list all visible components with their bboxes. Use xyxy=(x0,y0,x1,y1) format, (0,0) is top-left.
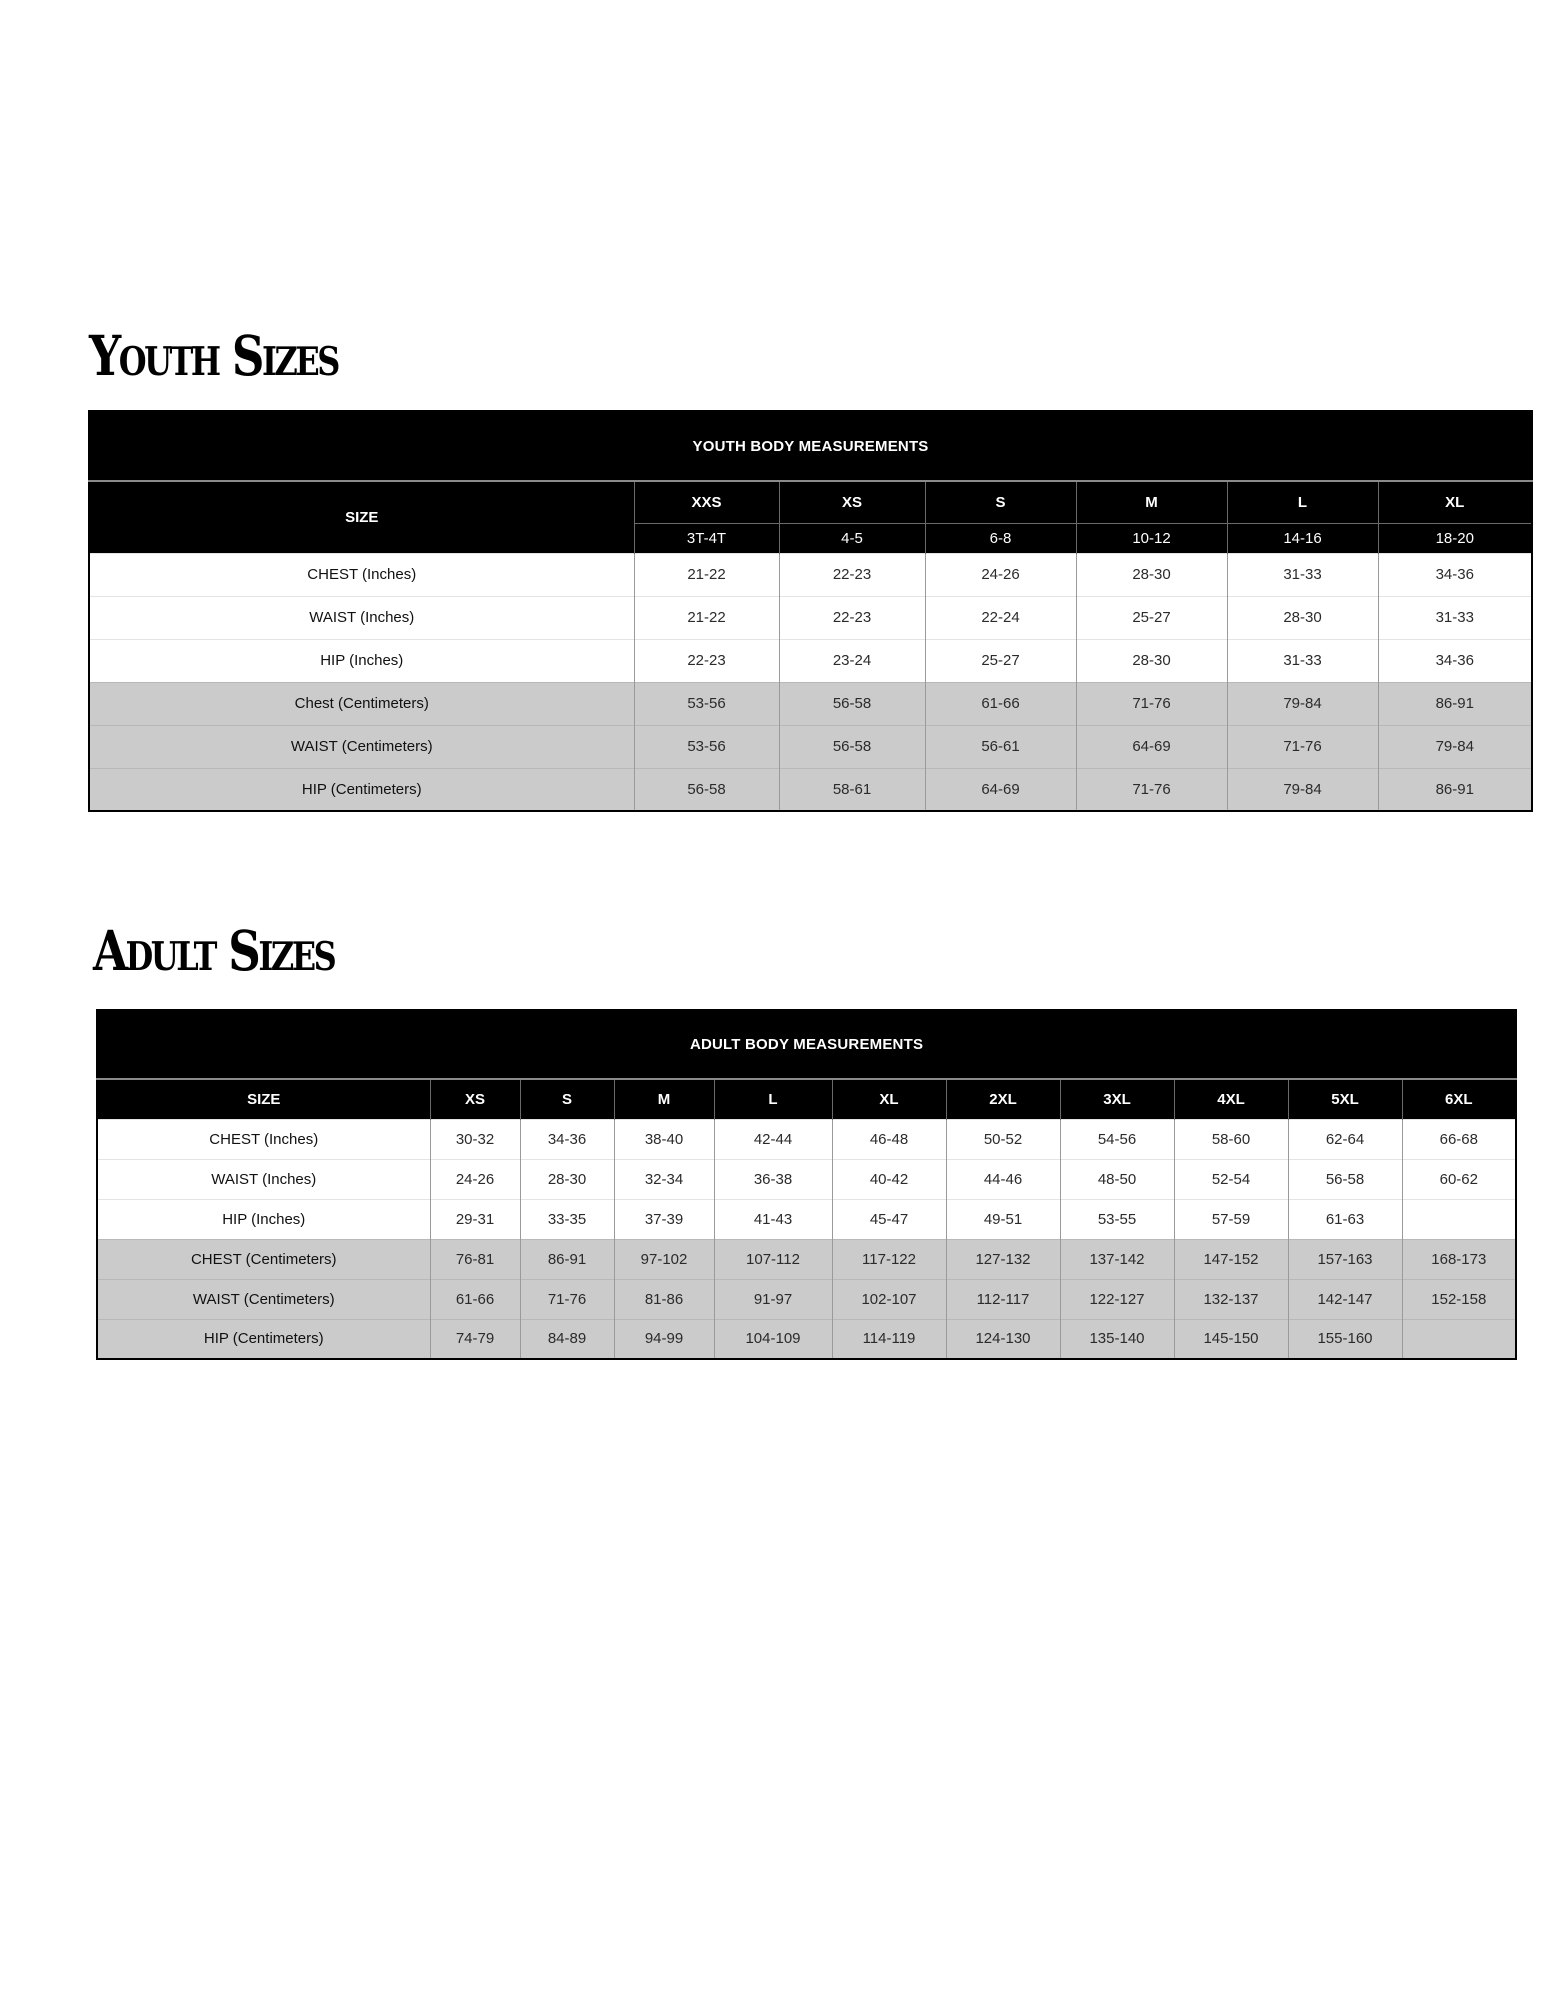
adult-measurement-row xyxy=(97,1119,1516,1159)
measurement-cell xyxy=(1402,1319,1516,1359)
youth-measurement-row xyxy=(89,682,1532,725)
measurement-cell: 122-127 xyxy=(1060,1279,1174,1319)
adult-measurement-row xyxy=(97,1319,1516,1359)
measurement-label: Chest (Centimeters) xyxy=(89,682,634,725)
measurement-cell: 64-69 xyxy=(1076,725,1227,768)
adult-measurement-row xyxy=(97,1279,1516,1319)
measurement-cell: 56-58 xyxy=(779,725,925,768)
adult-measurement-row xyxy=(97,1199,1516,1239)
measurement-cell: 29-31 xyxy=(430,1199,520,1239)
youth-measurement-row xyxy=(89,725,1532,768)
measurement-cell: 62-64 xyxy=(1288,1119,1402,1159)
youth-size-header-row xyxy=(89,481,1532,523)
measurement-cell: 86-91 xyxy=(1378,768,1532,811)
measurement-cell: 36-38 xyxy=(714,1159,832,1199)
youth-sizes-title: Youth Sizes xyxy=(89,323,338,388)
measurement-cell: 104-109 xyxy=(714,1319,832,1359)
youth-size-header: L xyxy=(1227,481,1378,523)
measurement-cell: 53-55 xyxy=(1060,1199,1174,1239)
youth-measurement-row xyxy=(89,639,1532,682)
youth-measurement-row xyxy=(89,553,1532,596)
measurement-cell: 56-61 xyxy=(925,725,1076,768)
measurement-cell: 86-91 xyxy=(520,1239,614,1279)
youth-size-header: S xyxy=(925,481,1076,523)
measurement-cell: 71-76 xyxy=(1227,725,1378,768)
measurement-cell: 117-122 xyxy=(832,1239,946,1279)
youth-size-header: XL xyxy=(1378,481,1532,523)
measurement-cell: 41-43 xyxy=(714,1199,832,1239)
measurement-cell: 30-32 xyxy=(430,1119,520,1159)
measurement-cell: 22-23 xyxy=(779,553,925,596)
measurement-cell: 54-56 xyxy=(1060,1119,1174,1159)
measurement-cell: 25-27 xyxy=(1076,596,1227,639)
adult-size-header: M xyxy=(614,1079,714,1119)
measurement-cell: 38-40 xyxy=(614,1119,714,1159)
measurement-cell: 66-68 xyxy=(1402,1119,1516,1159)
measurement-cell: 58-61 xyxy=(779,768,925,811)
youth-size-label: SIZE xyxy=(89,481,634,553)
youth-age-range: 6-8 xyxy=(925,523,1076,553)
measurement-cell: 84-89 xyxy=(520,1319,614,1359)
adult-size-header: L xyxy=(714,1079,832,1119)
measurement-label: WAIST (Centimeters) xyxy=(89,725,634,768)
measurement-cell: 86-91 xyxy=(1378,682,1532,725)
measurement-cell: 24-26 xyxy=(430,1159,520,1199)
measurement-cell: 28-30 xyxy=(520,1159,614,1199)
measurement-cell: 71-76 xyxy=(520,1279,614,1319)
adult-size-header-row xyxy=(97,1079,1516,1119)
measurement-label: WAIST (Inches) xyxy=(89,596,634,639)
youth-size-header: XS xyxy=(779,481,925,523)
measurement-cell: 94-99 xyxy=(614,1319,714,1359)
measurement-cell: 31-33 xyxy=(1227,639,1378,682)
measurement-cell: 152-158 xyxy=(1402,1279,1516,1319)
measurement-cell: 33-35 xyxy=(520,1199,614,1239)
adult-measurement-row xyxy=(97,1159,1516,1199)
measurement-cell: 34-36 xyxy=(1378,553,1532,596)
measurement-cell: 42-44 xyxy=(714,1119,832,1159)
measurement-cell: 21-22 xyxy=(634,596,779,639)
measurement-cell: 147-152 xyxy=(1174,1239,1288,1279)
measurement-cell: 49-51 xyxy=(946,1199,1060,1239)
measurement-cell: 22-23 xyxy=(779,596,925,639)
youth-age-range: 18-20 xyxy=(1378,523,1532,553)
youth-age-range: 14-16 xyxy=(1227,523,1378,553)
adult-size-header: 3XL xyxy=(1060,1079,1174,1119)
measurement-cell: 28-30 xyxy=(1076,553,1227,596)
measurement-cell: 46-48 xyxy=(832,1119,946,1159)
measurement-cell: 53-56 xyxy=(634,682,779,725)
measurement-label: CHEST (Centimeters) xyxy=(97,1239,430,1279)
measurement-label: HIP (Centimeters) xyxy=(97,1319,430,1359)
measurement-cell: 91-97 xyxy=(714,1279,832,1319)
measurement-cell: 48-50 xyxy=(1060,1159,1174,1199)
adult-size-header: 6XL xyxy=(1402,1079,1516,1119)
measurement-cell: 21-22 xyxy=(634,553,779,596)
measurement-label: WAIST (Centimeters) xyxy=(97,1279,430,1319)
measurement-cell: 97-102 xyxy=(614,1239,714,1279)
adult-size-label: SIZE xyxy=(97,1079,430,1119)
measurement-cell: 34-36 xyxy=(1378,639,1532,682)
measurement-cell: 40-42 xyxy=(832,1159,946,1199)
measurement-cell: 74-79 xyxy=(430,1319,520,1359)
measurement-cell: 34-36 xyxy=(520,1119,614,1159)
measurement-cell: 132-137 xyxy=(1174,1279,1288,1319)
measurement-cell: 23-24 xyxy=(779,639,925,682)
measurement-label: HIP (Inches) xyxy=(97,1199,430,1239)
measurement-cell: 142-147 xyxy=(1288,1279,1402,1319)
measurement-cell: 137-142 xyxy=(1060,1239,1174,1279)
measurement-label: HIP (Centimeters) xyxy=(89,768,634,811)
youth-age-range: 4-5 xyxy=(779,523,925,553)
youth-size-table xyxy=(88,410,1533,812)
adult-table-body xyxy=(97,1119,1516,1359)
measurement-cell: 168-173 xyxy=(1402,1239,1516,1279)
measurement-cell: 56-58 xyxy=(1288,1159,1402,1199)
measurement-cell: 79-84 xyxy=(1378,725,1532,768)
measurement-cell: 37-39 xyxy=(614,1199,714,1239)
measurement-label: HIP (Inches) xyxy=(89,639,634,682)
measurement-cell: 112-117 xyxy=(946,1279,1060,1319)
measurement-cell: 114-119 xyxy=(832,1319,946,1359)
measurement-cell: 71-76 xyxy=(1076,682,1227,725)
adult-size-header: XL xyxy=(832,1079,946,1119)
measurement-cell: 44-46 xyxy=(946,1159,1060,1199)
measurement-cell: 64-69 xyxy=(925,768,1076,811)
measurement-label: CHEST (Inches) xyxy=(89,553,634,596)
measurement-cell: 145-150 xyxy=(1174,1319,1288,1359)
measurement-cell: 28-30 xyxy=(1076,639,1227,682)
youth-table-body xyxy=(89,553,1532,811)
measurement-cell: 157-163 xyxy=(1288,1239,1402,1279)
measurement-cell: 56-58 xyxy=(634,768,779,811)
adult-size-header: 5XL xyxy=(1288,1079,1402,1119)
measurement-cell: 31-33 xyxy=(1378,596,1532,639)
adult-sizes-title: Adult Sizes xyxy=(93,918,335,983)
youth-measurement-row xyxy=(89,768,1532,811)
measurement-cell: 81-86 xyxy=(614,1279,714,1319)
youth-age-range: 10-12 xyxy=(1076,523,1227,553)
measurement-cell xyxy=(1402,1199,1516,1239)
youth-age-range: 3T-4T xyxy=(634,523,779,553)
measurement-cell: 124-130 xyxy=(946,1319,1060,1359)
adult-size-header: S xyxy=(520,1079,614,1119)
adult-size-table xyxy=(96,1009,1517,1360)
measurement-cell: 52-54 xyxy=(1174,1159,1288,1199)
adult-size-header: 2XL xyxy=(946,1079,1060,1119)
adult-table-title: ADULT BODY MEASUREMENTS xyxy=(97,1010,1516,1079)
youth-size-header: XXS xyxy=(634,481,779,523)
measurement-cell: 71-76 xyxy=(1076,768,1227,811)
measurement-cell: 79-84 xyxy=(1227,768,1378,811)
measurement-cell: 56-58 xyxy=(779,682,925,725)
youth-table-title: YOUTH BODY MEASUREMENTS xyxy=(89,411,1532,481)
measurement-cell: 28-30 xyxy=(1227,596,1378,639)
measurement-cell: 22-23 xyxy=(634,639,779,682)
adult-size-header: XS xyxy=(430,1079,520,1119)
adult-measurement-row xyxy=(97,1239,1516,1279)
youth-table-banner xyxy=(89,411,1532,481)
measurement-cell: 22-24 xyxy=(925,596,1076,639)
youth-measurement-row xyxy=(89,596,1532,639)
measurement-label: CHEST (Inches) xyxy=(97,1119,430,1159)
measurement-cell: 61-63 xyxy=(1288,1199,1402,1239)
measurement-cell: 102-107 xyxy=(832,1279,946,1319)
measurement-cell: 32-34 xyxy=(614,1159,714,1199)
measurement-cell: 76-81 xyxy=(430,1239,520,1279)
measurement-cell: 50-52 xyxy=(946,1119,1060,1159)
measurement-label: WAIST (Inches) xyxy=(97,1159,430,1199)
measurement-cell: 45-47 xyxy=(832,1199,946,1239)
adult-size-header: 4XL xyxy=(1174,1079,1288,1119)
measurement-cell: 25-27 xyxy=(925,639,1076,682)
measurement-cell: 61-66 xyxy=(925,682,1076,725)
measurement-cell: 61-66 xyxy=(430,1279,520,1319)
measurement-cell: 79-84 xyxy=(1227,682,1378,725)
measurement-cell: 60-62 xyxy=(1402,1159,1516,1199)
measurement-cell: 31-33 xyxy=(1227,553,1378,596)
measurement-cell: 53-56 xyxy=(634,725,779,768)
measurement-cell: 107-112 xyxy=(714,1239,832,1279)
measurement-cell: 135-140 xyxy=(1060,1319,1174,1359)
youth-size-header: M xyxy=(1076,481,1227,523)
measurement-cell: 127-132 xyxy=(946,1239,1060,1279)
measurement-cell: 155-160 xyxy=(1288,1319,1402,1359)
measurement-cell: 57-59 xyxy=(1174,1199,1288,1239)
measurement-cell: 58-60 xyxy=(1174,1119,1288,1159)
adult-table-banner xyxy=(97,1010,1516,1079)
measurement-cell: 24-26 xyxy=(925,553,1076,596)
